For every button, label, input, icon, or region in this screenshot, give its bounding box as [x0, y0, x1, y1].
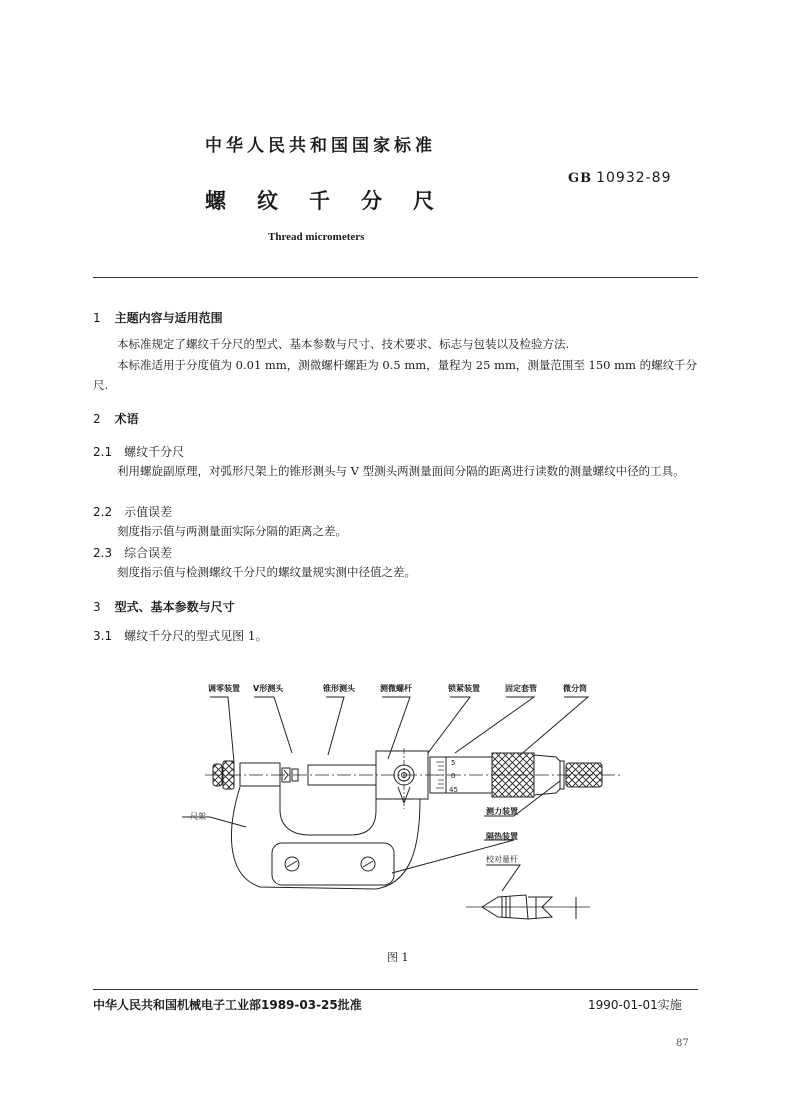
- subsection-title: 螺纹千分尺: [124, 445, 185, 459]
- standard-code: [568, 170, 672, 186]
- label-insulation: 隔热装置: [486, 832, 518, 841]
- section-2-heading: [93, 410, 139, 427]
- label-sleeve: 固定套管: [505, 684, 537, 693]
- header-divider: [93, 277, 698, 278]
- scale-mark: 0: [451, 772, 456, 780]
- subsection-2-1-heading: [93, 443, 184, 460]
- subsection-2-3-heading: [93, 544, 172, 561]
- subsection-number: 3.1: [93, 629, 113, 643]
- page-number: 87: [676, 1038, 689, 1049]
- paragraph: 利用螺旋副原理，对弧形尺架上的锥形测头与 V 型测头两测量面间分隔的距离进行读数的测量螺纹中径的工具。: [117, 464, 685, 478]
- code-number: 10932-89: [596, 170, 672, 186]
- approval-text: 中华人民共和国机械电子工业部1989-03-25批准: [93, 998, 362, 1012]
- subsection-title: 示值误差: [124, 505, 173, 519]
- label-zero-adjust: 调零装置: [208, 684, 240, 693]
- label-frame: 尺架: [190, 812, 206, 821]
- label-thimble: 微分筒: [563, 684, 587, 693]
- effective-date: 1990-01-01实施: [588, 998, 682, 1012]
- code-prefix: GB: [568, 171, 593, 186]
- label-cone-anvil: 锥形测头: [323, 684, 355, 693]
- label-ratchet: 测力装置: [486, 807, 518, 816]
- title-char: 纹: [257, 189, 278, 213]
- scale-mark: 5: [451, 759, 456, 767]
- subsection-text: 螺纹千分尺的型式见图 1。: [124, 629, 268, 643]
- subsection-number: 2.2: [93, 505, 113, 519]
- title-char: 分: [361, 189, 382, 213]
- section-number: 2: [93, 412, 101, 426]
- section-1-heading: [93, 309, 223, 326]
- label-lock: 锁紧装置: [448, 684, 480, 693]
- label-v-anvil: V形测头: [253, 684, 284, 693]
- subsection-2-2-heading: [93, 503, 172, 520]
- paragraph: 刻度指示值与检测螺纹千分尺的螺纹量规实测中径值之差。: [117, 565, 416, 579]
- title-char: 千: [309, 189, 330, 213]
- paragraph: 本标准适用于分度值为 0.01 mm，测微螺杆螺距为 0.5 mm，量程为 25 mm，测量范围至 150 mm 的螺纹千分尺.: [93, 358, 698, 392]
- micrometer-drawing: [180, 675, 620, 925]
- section-number: 1: [93, 311, 101, 325]
- document-title: [205, 185, 465, 215]
- title-char: 尺: [413, 189, 434, 213]
- figure-caption: 图 1: [387, 951, 409, 964]
- section-title: 型式、基本参数与尺寸: [114, 600, 235, 614]
- scale-mark: 45: [449, 786, 458, 794]
- paragraph: 刻度指示值与两测量面实际分隔的距离之差。: [117, 524, 347, 538]
- english-title: Thread micrometers: [268, 231, 365, 243]
- section-number: 3: [93, 600, 101, 614]
- micrometer-diagram: [180, 675, 620, 925]
- label-setting-rod: 校对量杆: [486, 855, 518, 864]
- subsection-number: 2.3: [93, 546, 113, 560]
- section-3-heading: [93, 598, 235, 615]
- standard-name: 中华人民共和国国家标准: [205, 136, 436, 156]
- section-title: 术语: [114, 412, 139, 426]
- subsection-3-1: [93, 627, 268, 644]
- paragraph: 本标准规定了螺纹千分尺的型式、基本参数与尺寸、技术要求、标志与包装以及检验方法.: [117, 337, 570, 351]
- title-char: 螺: [205, 189, 226, 213]
- label-spindle: 测微螺杆: [380, 684, 412, 693]
- footer-divider: [93, 989, 698, 990]
- subsection-title: 综合误差: [124, 546, 173, 560]
- section-title: 主题内容与适用范围: [114, 311, 223, 325]
- subsection-number: 2.1: [93, 445, 113, 459]
